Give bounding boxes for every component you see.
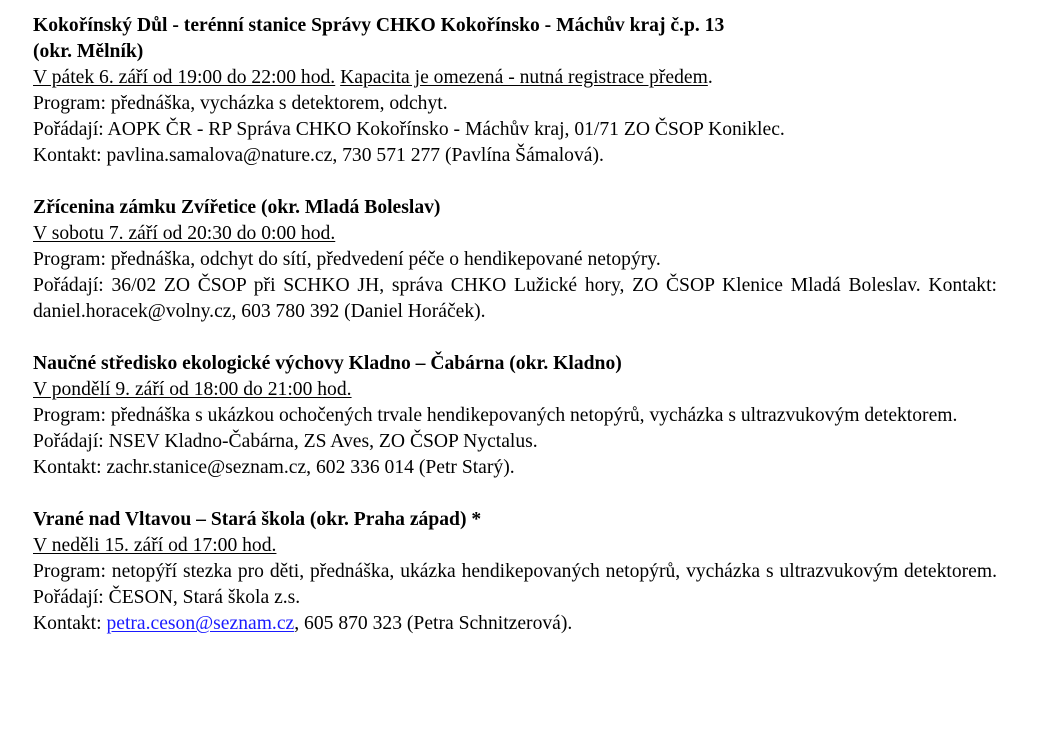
event-organizers-contact: Pořádají: 36/02 ZO ČSOP při SCHKO JH, správa CHKO Lužické hory, ZO ČSOP Klenice Mladá Boleslav. Kontakt: daniel.horacek@volny.cz, 603 780 392 (Daniel Horáček). <box>33 275 997 322</box>
contact-email-link[interactable]: petra.ceson@seznam.cz <box>106 613 295 634</box>
capacity-note-end: . <box>707 67 713 88</box>
events-list <box>33 13 997 663</box>
event-title: Naučné středisko ekologické výchovy Kladno – Čabárna (okr. Kladno) <box>33 353 622 374</box>
event-title: Zřícenina zámku Zvířetice (okr. Mladá Boleslav) <box>33 197 441 218</box>
event-zviretice <box>33 195 997 325</box>
event-title: Vrané nad Vltavou – Stará škola (okr. Praha západ) * <box>33 509 482 530</box>
event-date: V neděli 15. září od 17:00 hod. <box>33 535 277 556</box>
event-contact: Kontakt: pavlina.samalova@nature.cz, 730 571 277 (Pavlína Šámalová). <box>33 145 604 166</box>
event-contact <box>33 611 997 637</box>
event-vrane-nad-vltavou <box>33 507 997 637</box>
event-date: V pátek 6. září od 19:00 do 22:00 hod. <box>33 67 336 88</box>
event-kokorinsky-dul <box>33 13 997 169</box>
event-organizers: Pořádají: AOPK ČR - RP Správa CHKO Kokořínsko - Máchův kraj, 01/71 ZO ČSOP Koniklec. <box>33 119 785 140</box>
event-date: V sobotu 7. září od 20:30 do 0:00 hod. <box>33 223 336 244</box>
event-date: V pondělí 9. září od 18:00 do 21:00 hod. <box>33 379 352 400</box>
event-date-line <box>33 377 997 403</box>
contact-prefix: Kontakt: <box>33 613 107 634</box>
event-program: Program: přednáška, vycházka s detektorem, odchyt. <box>33 93 448 114</box>
event-date-line <box>33 221 997 247</box>
event-organizers: Pořádají: NSEV Kladno-Čabárna, ZS Aves, ZO ČSOP Nyctalus. <box>33 431 538 452</box>
event-program: Program: přednáška s ukázkou ochočených trvale hendikepovaných netopýrů, vycházka s ultrazvukovým detektorem. <box>33 405 958 426</box>
capacity-note: Kapacita je omezená - nutná registrace předem <box>340 67 708 88</box>
event-contact: Kontakt: zachr.stanice@seznam.cz, 602 336 014 (Petr Starý). <box>33 457 515 478</box>
event-date-line <box>33 533 997 559</box>
event-title-district: (okr. Mělník) <box>33 41 144 62</box>
event-program: Program: přednáška, odchyt do sítí, předvedení péče o hendikepované netopýry. <box>33 249 661 270</box>
event-title: Kokořínský Důl - terénní stanice Správy CHKO Kokořínsko - Máchův kraj č.p. 13 <box>33 15 725 36</box>
event-date-line <box>33 65 997 91</box>
event-kladno-cabarna <box>33 351 997 481</box>
contact-suffix: , 605 870 323 (Petra Schnitzerová). <box>294 613 573 634</box>
event-program-organizers: Program: netopýří stezka pro děti, přednáška, ukázka hendikepovaných netopýrů, vycházka s ultrazvukovým detektorem. Pořádají: ČESON, Stará škola z.s. <box>33 561 997 608</box>
